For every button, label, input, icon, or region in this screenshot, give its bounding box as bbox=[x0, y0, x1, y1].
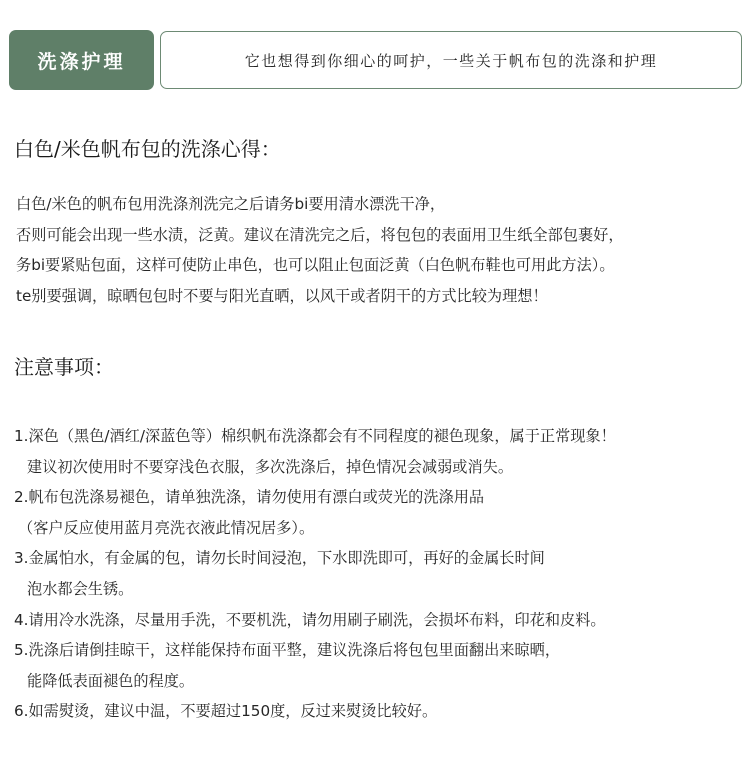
paragraph-line: te别要强调，晾晒包包时不要与阳光直晒，以风干或者阴干的方式比较为理想！ bbox=[16, 286, 548, 305]
section-badge: 洗涤护理 bbox=[9, 30, 154, 90]
paragraph-line: 白色/米色的帆布包用洗涤剂洗完之后请务bi要用清水漂洗干净， bbox=[16, 195, 446, 213]
list-item bbox=[14, 696, 746, 727]
washing-tips-paragraph bbox=[16, 189, 746, 311]
list-item-line: 建议初次使用时不要穿浅色衣服，多次洗涤后，掉色情况会减弱或消失。 bbox=[27, 457, 513, 476]
list-item bbox=[14, 421, 746, 482]
list-item-line: 6.如需熨烫，建议中温，不要超过150度，反过来熨烫比较好。 bbox=[14, 702, 438, 721]
section-title-notes: 注意事项： bbox=[14, 355, 114, 379]
paragraph-line: 否则可能会出现一些水渍，泛黄。建议在清洗完之后，将包包的表面用卫生纸全部包裹好， bbox=[16, 225, 624, 244]
header bbox=[9, 30, 742, 90]
list-item bbox=[14, 482, 746, 543]
list-item-line: 1.深色（黑色/酒红/深蓝色等）棉织帆布洗涤都会有不同程度的褪色现象，属于正常现象！ bbox=[14, 427, 616, 445]
section-title-washing-tips: 白色/米色帆布包的洗涤心得： bbox=[14, 137, 281, 161]
list-item-line: 2.帆布包洗涤易褪色，请单独洗涤，请勿使用有漂白或荧光的洗涤用品 bbox=[14, 488, 485, 507]
list-item-line: 3.金属怕水，有金属的包，请勿长时间浸泡，下水即洗即可，再好的金属长时间 bbox=[14, 549, 545, 568]
list-item bbox=[14, 635, 746, 696]
notes-list bbox=[14, 421, 746, 727]
paragraph-line: 务bi要紧贴包面，这样可使防止串色，也可以阻止包面泛黄（白色帆布鞋也可用此方法）。 bbox=[16, 256, 615, 274]
list-item-line: （客户反应使用蓝月亮洗衣液此情况居多）。 bbox=[18, 518, 315, 537]
header-banner: 它也想得到你细心的呵护，一些关于帆布包的洗涤和护理 bbox=[160, 31, 742, 89]
list-item-line: 能降低表面褪色的程度。 bbox=[27, 671, 195, 690]
list-item bbox=[14, 543, 746, 604]
list-item-line: 5.洗涤后请倒挂晾干，这样能保持布面平整，建议洗涤后将包包里面翻出来晾晒， bbox=[14, 641, 561, 660]
list-item-line: 4.请用冷水洗涤，尽量用手洗，不要机洗，请勿用刷子刷洗，会损坏布料，印花和皮料。 bbox=[14, 610, 606, 629]
list-item-line: 泡水都会生锈。 bbox=[27, 579, 134, 598]
list-item bbox=[14, 605, 746, 636]
